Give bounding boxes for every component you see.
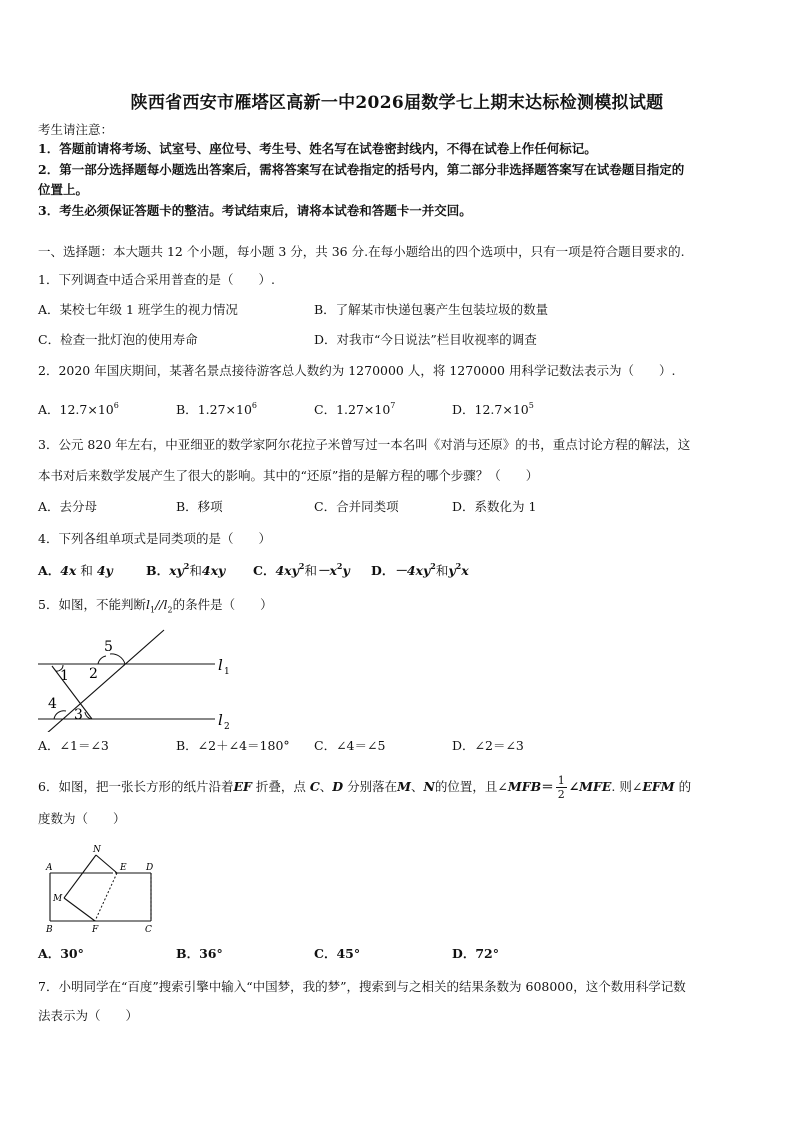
q4-c-term2a: －x: [316, 563, 337, 578]
q6-edge-nm: [64, 855, 96, 898]
q5-l2-sub: 2: [167, 605, 173, 615]
q6-option-b: B．36°: [176, 946, 223, 961]
q5-figure: [30, 628, 250, 732]
q6-m: M: [397, 779, 411, 794]
q5-label-5: 5: [104, 639, 113, 655]
q2-option-d: [452, 402, 534, 418]
q6-stem-pre: 6．如图，把一张长方形的纸片沿着: [38, 779, 234, 794]
notice-item-3: 3．考生必须保证答题卡的整洁。考试结束后，请将本试卷和答题卡一并交回。: [38, 203, 472, 218]
q2-option-b: [176, 402, 257, 418]
q6-fraction: [556, 774, 567, 801]
q5-l1-sub: 1: [149, 605, 156, 615]
q4-b-term1: xy: [169, 563, 184, 578]
q6-comma2: 、: [410, 779, 424, 794]
q5-label-3: 3: [74, 707, 83, 723]
q4-b-and: 和: [189, 563, 202, 578]
q6-option-d: D．72°: [452, 946, 499, 961]
q4-option-d: [371, 563, 469, 579]
q7-stem-line2: 法表示为（ ）: [38, 1008, 139, 1023]
q3-option-a: A．去分母: [38, 499, 98, 514]
notice-heading: 考生请注意：: [38, 122, 114, 137]
q4-d-term2b: x: [461, 563, 469, 578]
q6-eq: ＝: [541, 779, 554, 794]
q1-option-b: B．了解某市快递包裹产生包装垃圾的数量: [314, 302, 549, 317]
q4-a-label: A．: [38, 563, 61, 578]
q2-b-label: B．: [176, 402, 198, 417]
q6-figure: [40, 842, 170, 936]
q1-option-c: C．检查一批灯泡的使用寿命: [38, 332, 198, 347]
q2-c-exp: 7: [390, 401, 396, 410]
q5-stem-pre: 5．如图，不能判断: [38, 597, 146, 612]
q5-label-l1: l: [218, 656, 223, 674]
q6-label-n: N: [93, 845, 101, 855]
q1-option-a: A．某校七年级 1 班学生的视力情况: [38, 302, 238, 317]
q5-label-l1-sub: 1: [224, 667, 230, 677]
q3-stem-line2: 本书对后来数学发展产生了很大的影响。其中的“还原”指的是解方程的哪个步骤？（ ）: [38, 468, 539, 483]
q6-label-a: A: [46, 863, 53, 873]
q4-d-exp2: 2: [455, 561, 462, 571]
q4-option-b: [146, 563, 225, 579]
q2-b-value: 1.27×10: [197, 402, 252, 417]
q2-option-a: [38, 402, 119, 418]
q6-label-c: C: [145, 925, 152, 935]
q5-label-2: 2: [89, 666, 98, 682]
q2-stem: 2．2020 年国庆期间，某著名景点接待游客总人数约为 1270000 人，将 1270000 用科学记数法表示为（ ）.: [38, 363, 676, 378]
q5-parallel: //: [155, 597, 164, 612]
q6-fallen: 分别落在: [343, 779, 398, 794]
q6-c: C: [309, 779, 320, 794]
q6-pos: 的位置，且∠: [434, 779, 508, 794]
q4-c-exp1: 2: [298, 561, 305, 571]
q5-option-b: B．∠2＋∠4＝180°: [176, 738, 290, 753]
q6-mfb: MFB: [507, 779, 542, 794]
q5-angle5-arc: [110, 654, 125, 664]
q3-stem-line1: 3．公元 820 年左右，中亚细亚的数学家阿尔花拉子米曾写过一本名叫《对消与还原》的书，重点讨论方程的解法，这: [38, 437, 691, 452]
q6-label-m: M: [53, 894, 63, 904]
q6-frac-num: 1: [557, 774, 565, 787]
q6-stem-line1: [38, 774, 691, 801]
notice-item-2: 2．第一部分选择题每小题选出答案后，需将答案写在试卷指定的括号内，第二部分非选择题答案写在试卷题目指定的: [38, 162, 685, 177]
q4-d-and: 和: [435, 563, 449, 578]
q6-frac-den: 2: [557, 788, 565, 801]
q2-c-label: C．: [314, 402, 337, 417]
q5-option-d: D．∠2＝∠3: [452, 738, 524, 753]
q4-b-term2: 4xy: [201, 563, 226, 578]
q5-l1: l: [145, 597, 150, 612]
q5-option-a: A．∠1＝∠3: [38, 738, 109, 753]
q4-option-c: [253, 563, 350, 579]
q1-stem: 1．下列调查中适合采用普查的是（ ）.: [38, 272, 275, 287]
q4-c-and: 和: [304, 563, 317, 578]
q4-b-exp1: 2: [183, 561, 190, 571]
q6-option-c: C．45°: [314, 946, 361, 961]
q6-edge-ne: [96, 855, 117, 873]
q4-a-term1: 4x: [60, 563, 77, 578]
q4-c-term2b: y: [342, 563, 350, 578]
q3-option-c: C．合并同类项: [314, 499, 399, 514]
q2-d-value: 12.7×10: [474, 402, 529, 417]
q4-a-term2: 4y: [96, 563, 113, 578]
q6-fold: 折叠，点: [251, 779, 310, 794]
q4-stem: 4．下列各组单项式是同类项的是（ ）: [38, 531, 271, 546]
q6-fold-ef: [95, 873, 117, 921]
section-heading: 一、选择题：本大题共 12 个小题，每小题 3 分，共 36 分.在每小题给出的四个选项中，只有一项是符合题目要求的.: [38, 244, 685, 259]
q4-d-label: D．: [371, 563, 395, 578]
q2-d-exp: 5: [528, 401, 534, 410]
q6-ef: EF: [233, 779, 252, 794]
q4-option-a: [38, 563, 113, 579]
q5-label-1: 1: [60, 668, 69, 684]
q6-then: . 则∠: [611, 779, 643, 794]
q2-c-value: 1.27×10: [336, 402, 391, 417]
q6-label-e: E: [120, 863, 127, 873]
q7-stem-line1: 7．小明同学在“百度”搜索引擎中输入“中国梦，我的梦”，搜索到与之相关的结果条数为 608000，这个数用科学记数: [38, 979, 686, 994]
q5-stem: [38, 597, 273, 619]
q6-label-f: F: [92, 925, 99, 935]
q6-label-d: D: [146, 863, 154, 873]
q6-mfe: ∠MFE: [568, 779, 612, 794]
q5-label-l2-sub: 2: [224, 722, 230, 732]
q5-l2: l: [163, 597, 168, 612]
q5-angle2-arc: [98, 656, 106, 664]
q6-of: 的: [674, 779, 692, 794]
notice-item-2-cont: 位置上。: [38, 182, 89, 197]
q4-a-and: 和: [76, 563, 97, 578]
q6-option-a: A．30°: [38, 946, 84, 961]
q4-c-term1: 4xy: [275, 563, 299, 578]
q5-label-l2: l: [218, 711, 223, 729]
q4-d-term1: －4xy: [394, 563, 431, 578]
q4-c-exp2: 2: [336, 561, 343, 571]
q1-option-d: D．对我市“今日说法”栏目收视率的调查: [314, 332, 537, 347]
q6-n: N: [423, 779, 435, 794]
q2-a-label: A．: [38, 402, 60, 417]
q6-edge-mf: [64, 898, 95, 921]
q2-a-exp: 6: [113, 401, 119, 410]
notice-item-1: 1．答题前请将考场、试室号、座位号、考生号、姓名写在试卷密封线内，不得在试卷上作任何标记。: [38, 141, 597, 156]
q6-comma: 、: [319, 779, 333, 794]
q4-d-term2a: y: [448, 563, 456, 578]
q6-label-b: B: [46, 925, 53, 935]
q6-efm: EFM: [642, 779, 675, 794]
q3-option-b: B．移项: [176, 499, 223, 514]
q3-option-d: D．系数化为 1: [452, 499, 537, 514]
q4-c-label: C．: [253, 563, 276, 578]
q4-d-exp1: 2: [430, 561, 436, 571]
q2-b-exp: 6: [251, 401, 257, 410]
q5-option-c: C．∠4＝∠5: [314, 738, 386, 753]
q4-b-label: B．: [146, 563, 170, 578]
q2-a-value: 12.7×10: [59, 402, 114, 417]
q6-stem-line2: 度数为（ ）: [38, 811, 126, 826]
q2-d-label: D．: [452, 402, 475, 417]
q6-d: D: [332, 779, 344, 794]
page-title: 陕西省西安市雁塔区高新一中2026届数学七上期末达标检测模拟试题: [130, 93, 664, 113]
q5-label-4: 4: [48, 696, 57, 712]
q5-stem-post: 的条件是（ ）: [172, 597, 273, 612]
q2-option-c: [314, 402, 395, 418]
